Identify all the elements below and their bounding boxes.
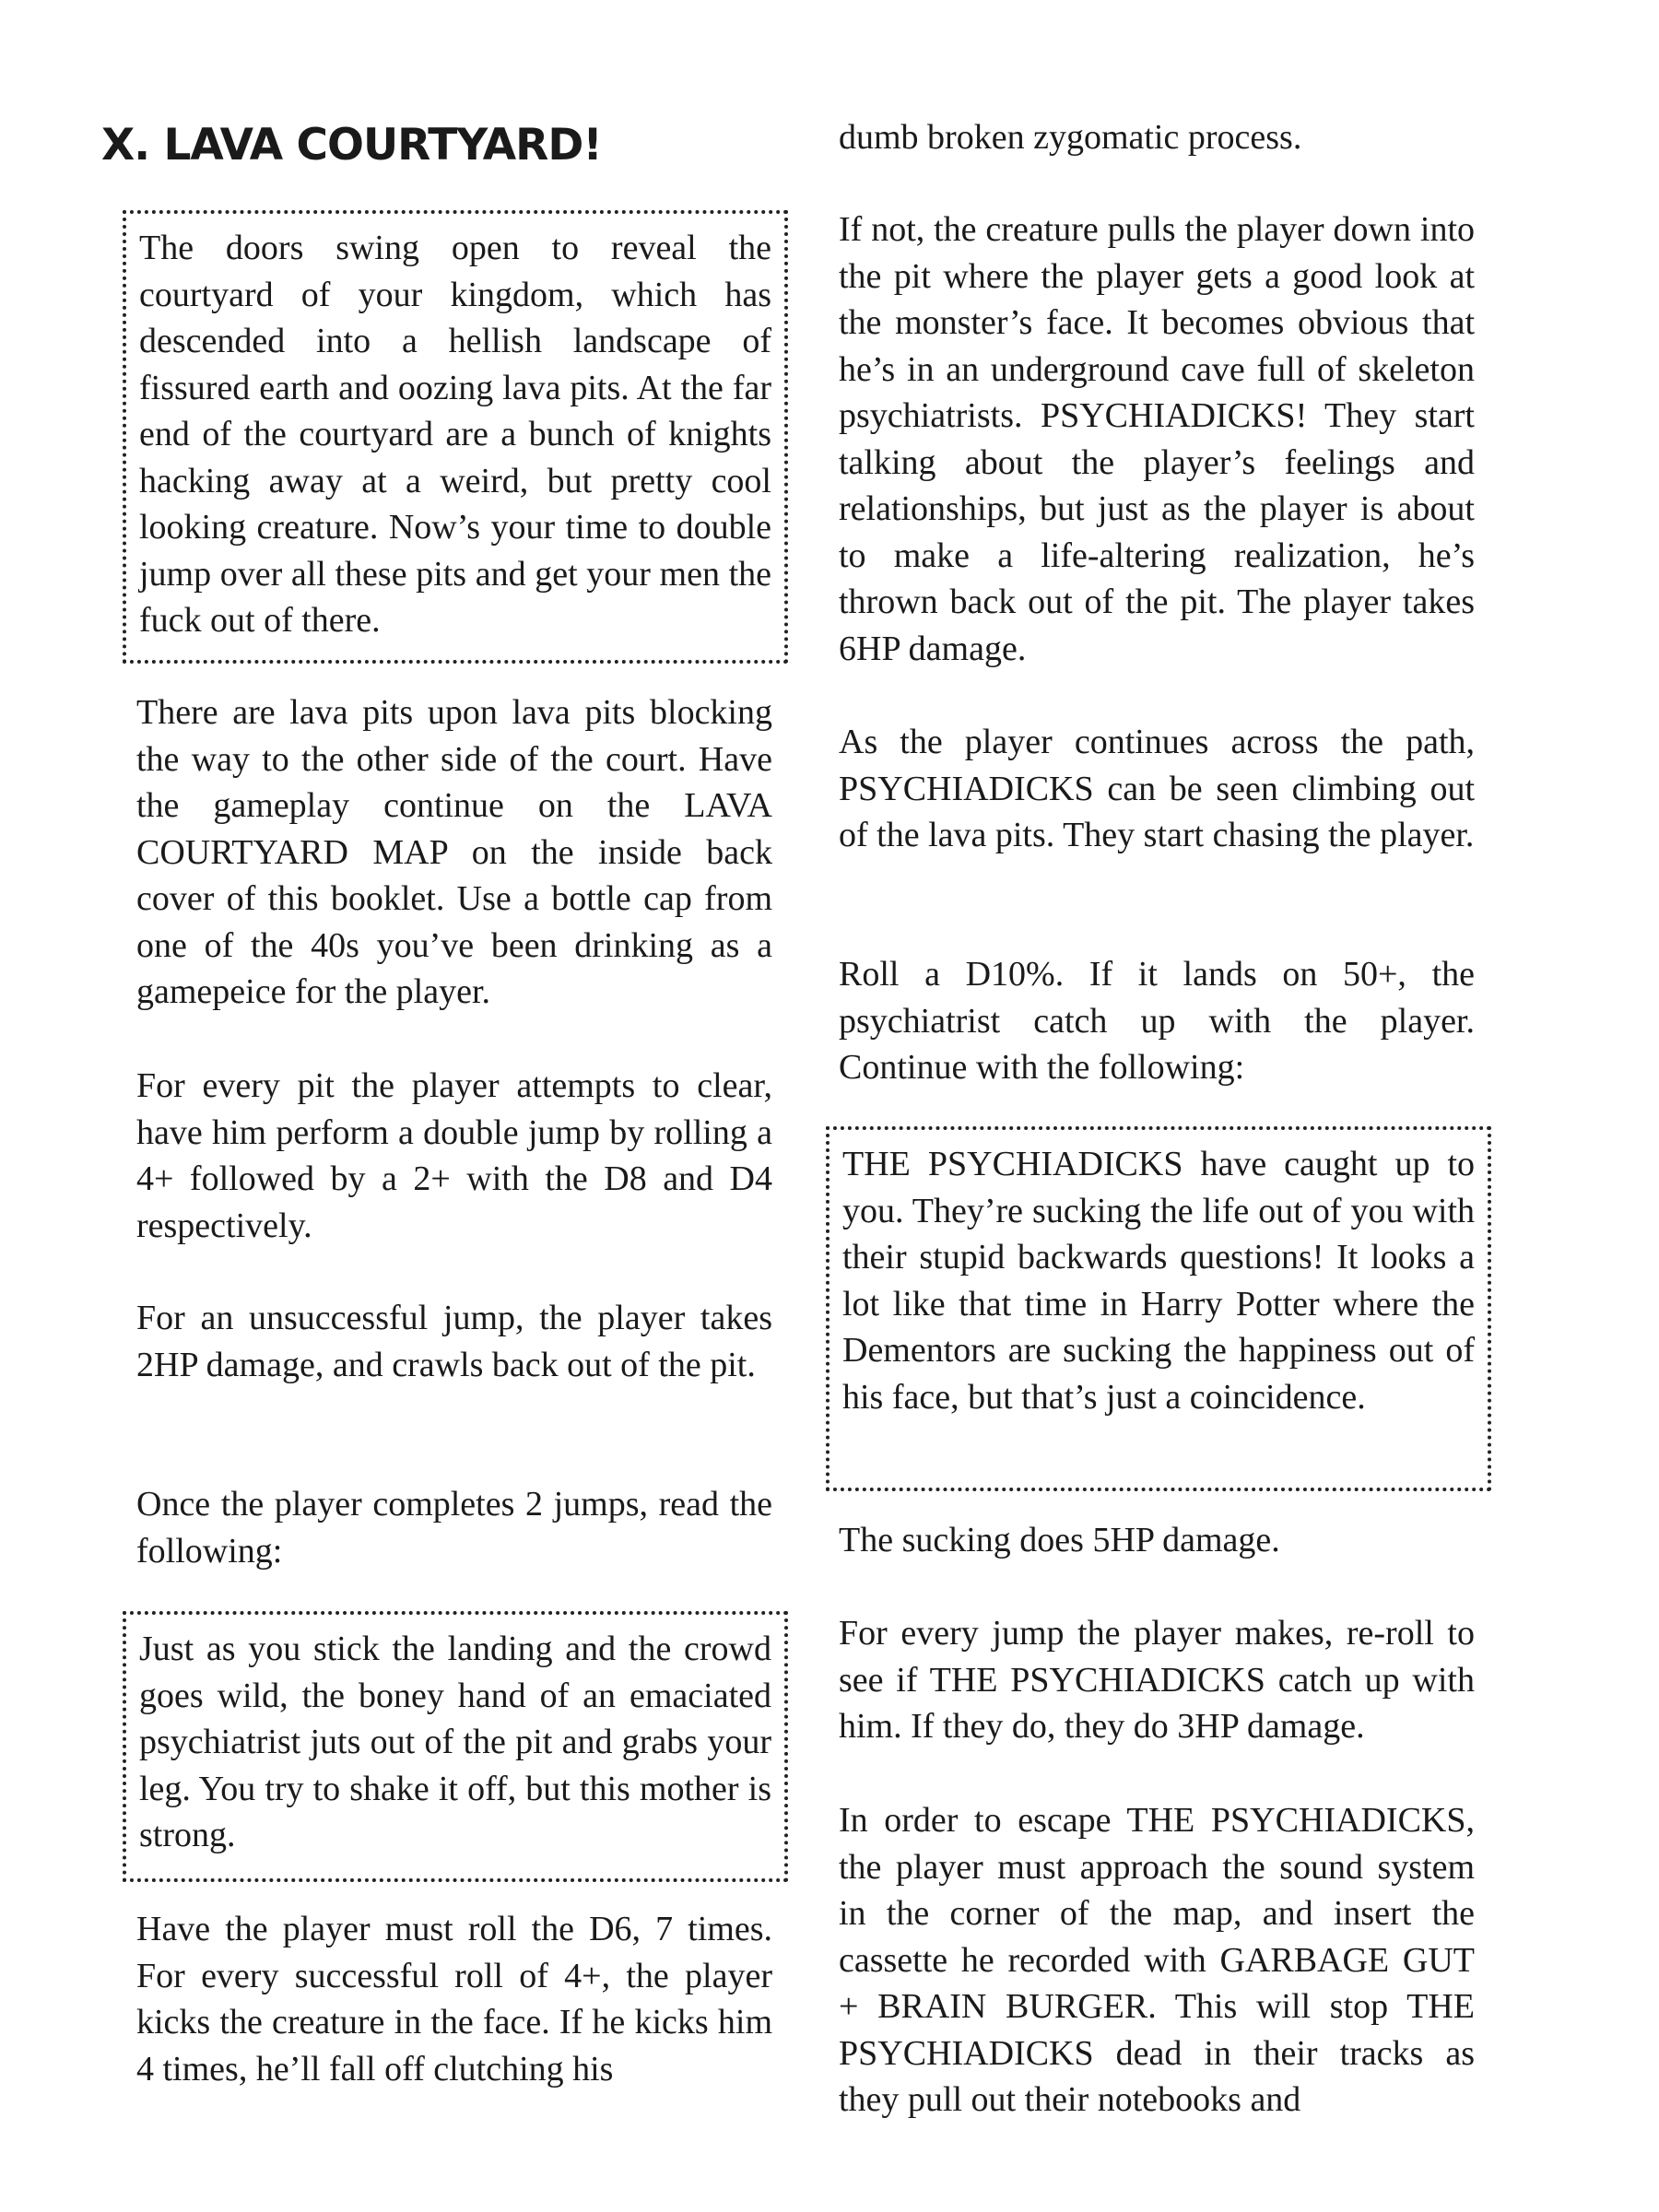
paragraph-every-pit — [136, 1063, 772, 1249]
paragraph-text: For every pit the player attempts to clear, have him perform a double jump by rolling a 4+ followed by a 2+ with the D8 and D4 respectively. — [136, 1066, 772, 1245]
read-aloud-text: THE PSYCHIADICKS have caught up to you. They’re sucking the life out of you with their stupid backwards questions! It looks a lot like that time in Harry Potter where the Dementors are sucking the happiness out of his face, but that’s just a coincidence. — [842, 1145, 1475, 1417]
paragraph-text: Roll a D10%. If it lands on 50+, the psychiatrist catch up with the player. Continue with the following: — [839, 955, 1475, 1087]
read-aloud-box-landing — [123, 1611, 788, 1882]
read-aloud-box-intro — [123, 210, 788, 664]
paragraph-roll-d6 — [136, 1906, 772, 2092]
paragraph-unsuccessful-jump — [136, 1295, 772, 1388]
read-aloud-box-caught — [826, 1126, 1491, 1491]
read-aloud-text: Just as you stick the landing and the crowd goes wild, the boney hand of an emaciated psychiatrist juts out of the pit and grabs your leg. You try to shake it off, but this mother is strong. — [139, 1630, 771, 1854]
paragraph-if-not — [839, 206, 1475, 672]
paragraph-lava-pits — [136, 689, 772, 1016]
section-title: X. LAVA COURTYARD! — [101, 120, 602, 171]
paragraph-text: dumb broken zygomatic process. — [839, 118, 1302, 157]
paragraph-text: For an unsuccessful jump, the player takes 2HP damage, and crawls back out of the pit. — [136, 1299, 772, 1384]
paragraph-text: If not, the creature pulls the player down into the pit where the player gets a good look at the monster’s face. It becomes obvious that he’s in an underground cave full of skeleton psychiatrists. PSYCHIADICKS! They start talking about the player’s feelings and relationships, but just as the player is about to make a life-altering realization, he’s thrown back out of the pit. The player takes 6HP damage. — [839, 210, 1475, 668]
paragraph-text: Once the player completes 2 jumps, read the following: — [136, 1485, 772, 1571]
paragraph-roll-d10 — [839, 951, 1475, 1091]
paragraph-text: The sucking does 5HP damage. — [839, 1521, 1280, 1559]
paragraph-text: For every jump the player makes, re-roll to see if THE PSYCHIADICKS catch up with him. If they do, they do 3HP damage. — [839, 1614, 1475, 1746]
paragraph-once-completed — [136, 1481, 772, 1574]
paragraph-text: In order to escape THE PSYCHIADICKS, the player must approach the sound system in the corner of the map, and insert the cassette he recorded with GARBAGE GUT + BRAIN BURGER. This will stop THE PSYCHIADICKS dead in their tracks as they pull out their notebooks and — [839, 1801, 1475, 2119]
paragraph-text: Have the player must roll the D6, 7 times. For every successful roll of 4+, the player kicks the creature in the face. If he kicks him 4 times, he’ll fall off clutching his — [136, 1910, 772, 2088]
paragraph-continued — [839, 114, 1475, 161]
paragraph-sucking-damage — [839, 1517, 1475, 1564]
paragraph-escape — [839, 1797, 1475, 2124]
paragraph-text: There are lava pits upon lava pits blocking the way to the other side of the court. Have the gameplay continue on the LAVA COURTYARD MAP on the inside back cover of this booklet. Use a bottle cap from one of the 40s you’ve been drinking as a gamepeice for the player. — [136, 693, 772, 1011]
paragraph-text: As the player continues across the path, PSYCHIADICKS can be seen climbing out of the lava pits. They start chasing the player. — [839, 723, 1475, 854]
paragraph-continues-across — [839, 719, 1475, 859]
read-aloud-text: The doors swing open to reveal the courtyard of your kingdom, which has descended into a hellish landscape of fissured earth and oozing lava pits. At the far end of the courtyard are a bunch of knights hacking away at a weird, but pretty cool looking creature. Now’s your time to double jump over all these pits and get your men the fuck out of there. — [139, 229, 771, 640]
paragraph-every-jump — [839, 1610, 1475, 1750]
